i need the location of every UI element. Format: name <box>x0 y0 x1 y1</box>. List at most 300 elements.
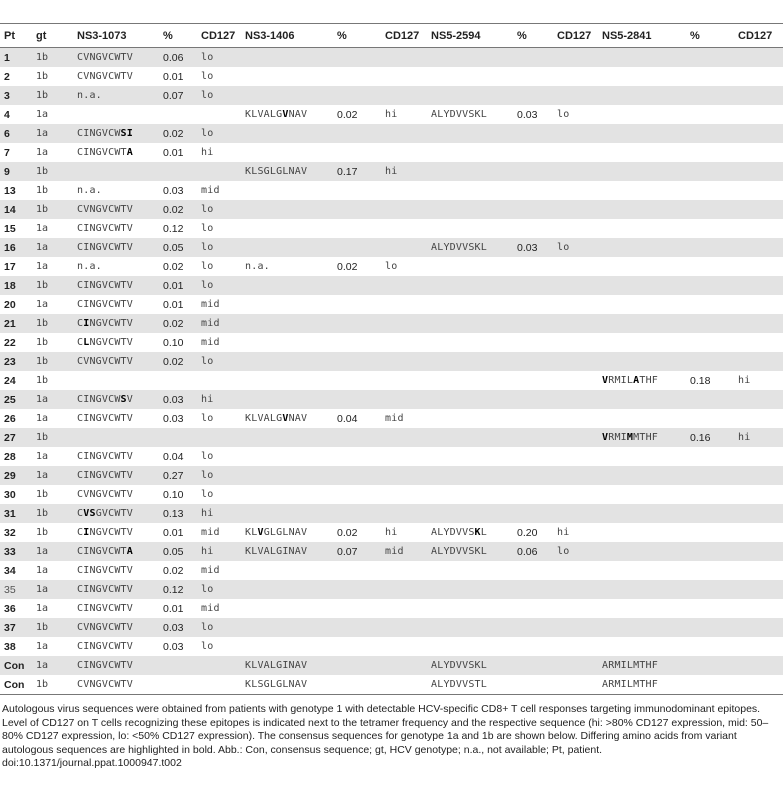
ns3-1073-cd127-cell: lo <box>197 409 241 428</box>
ns3-1073-seq-cell: CINGVCWTA <box>73 542 159 561</box>
ns5-2594-percent-cell <box>513 200 553 219</box>
table-row <box>0 67 783 86</box>
ns5-2594-seq-cell <box>427 618 513 637</box>
ns5-2841-seq-cell <box>598 86 686 105</box>
ns5-2841-percent-cell <box>686 333 734 352</box>
ns5-2841-cd127-cell <box>734 523 783 542</box>
ns3-1073-percent-cell <box>159 656 197 675</box>
ns5-2841-seq-cell <box>598 352 686 371</box>
ns3-1406-cd127-cell <box>381 219 427 238</box>
col-header-gt: gt <box>32 24 73 48</box>
ns3-1406-cd127-cell <box>381 485 427 504</box>
ns5-2841-cd127-cell <box>734 390 783 409</box>
ns3-1073-cd127-cell: mid <box>197 181 241 200</box>
ns5-2841-seq-cell <box>598 580 686 599</box>
ns3-1073-percent-cell: 0.03 <box>159 390 197 409</box>
ns3-1073-seq-cell: CVNGVCWTV <box>73 48 159 68</box>
ns3-1073-percent-cell: 0.03 <box>159 637 197 656</box>
ns5-2594-percent-cell <box>513 409 553 428</box>
ns3-1406-seq-cell <box>241 466 333 485</box>
ns5-2841-cd127-cell <box>734 276 783 295</box>
col-header-ns5-2594: NS5-2594 <box>427 24 513 48</box>
ns3-1406-percent-cell <box>333 219 381 238</box>
ns3-1073-cd127-cell: lo <box>197 276 241 295</box>
ns5-2841-percent-cell <box>686 599 734 618</box>
ns5-2594-seq-cell <box>427 333 513 352</box>
ns3-1073-cd127-cell: mid <box>197 333 241 352</box>
table-row <box>0 219 783 238</box>
pt-cell: 1 <box>0 48 32 68</box>
ns3-1406-seq-cell <box>241 86 333 105</box>
ns3-1406-cd127-cell <box>381 428 427 447</box>
table-row <box>0 409 783 428</box>
ns5-2841-seq-cell <box>598 257 686 276</box>
pt-cell: 22 <box>0 333 32 352</box>
ns3-1073-cd127-cell: mid <box>197 523 241 542</box>
ns5-2594-seq-cell <box>427 371 513 390</box>
ns5-2594-seq-cell: ALYDVVSKL <box>427 238 513 257</box>
ns3-1406-seq-cell <box>241 428 333 447</box>
ns5-2841-cd127-cell <box>734 504 783 523</box>
ns5-2841-percent-cell <box>686 409 734 428</box>
ns3-1406-seq-cell <box>241 276 333 295</box>
ns5-2594-cd127-cell: lo <box>553 542 598 561</box>
ns3-1406-cd127-cell <box>381 238 427 257</box>
table-row <box>0 314 783 333</box>
ns3-1406-percent-cell <box>333 200 381 219</box>
ns5-2841-percent-cell <box>686 618 734 637</box>
ns3-1073-seq-cell <box>73 105 159 124</box>
ns5-2841-percent-cell <box>686 580 734 599</box>
ns3-1073-percent-cell: 0.13 <box>159 504 197 523</box>
ns5-2594-seq-cell <box>427 181 513 200</box>
ns5-2594-cd127-cell <box>553 618 598 637</box>
ns5-2841-seq-cell <box>598 295 686 314</box>
ns5-2594-seq-cell <box>427 86 513 105</box>
ns5-2841-seq-cell <box>598 618 686 637</box>
ns5-2841-percent-cell <box>686 86 734 105</box>
pt-cell: 36 <box>0 599 32 618</box>
ns3-1406-percent-cell: 0.04 <box>333 409 381 428</box>
pt-cell: 35 <box>0 580 32 599</box>
ns5-2841-cd127-cell <box>734 599 783 618</box>
ns3-1406-seq-cell <box>241 504 333 523</box>
pt-cell: 34 <box>0 561 32 580</box>
ns3-1073-percent-cell: 0.03 <box>159 181 197 200</box>
ns3-1406-percent-cell: 0.02 <box>333 105 381 124</box>
ns5-2594-seq-cell: ALYDVVSKL <box>427 523 513 542</box>
ns5-2841-percent-cell <box>686 390 734 409</box>
ns3-1406-seq-cell <box>241 238 333 257</box>
pt-cell: 32 <box>0 523 32 542</box>
ns3-1073-percent-cell: 0.01 <box>159 276 197 295</box>
ns5-2594-percent-cell <box>513 504 553 523</box>
ns3-1406-percent-cell <box>333 86 381 105</box>
ns3-1406-cd127-cell <box>381 333 427 352</box>
col-header-percent-3: % <box>513 24 553 48</box>
gt-cell: 1a <box>32 656 73 675</box>
ns5-2594-cd127-cell <box>553 371 598 390</box>
ns3-1073-seq-cell: n.a. <box>73 181 159 200</box>
ns5-2594-seq-cell <box>427 295 513 314</box>
ns3-1406-seq-cell: KLVALGVNAV <box>241 409 333 428</box>
col-header-ns3-1073: NS3-1073 <box>73 24 159 48</box>
table-row <box>0 124 783 143</box>
ns5-2841-cd127-cell <box>734 561 783 580</box>
ns5-2594-cd127-cell <box>553 162 598 181</box>
gt-cell: 1b <box>32 618 73 637</box>
ns5-2841-percent-cell: 0.16 <box>686 428 734 447</box>
ns5-2841-seq-cell <box>598 409 686 428</box>
ns5-2841-percent-cell <box>686 656 734 675</box>
ns3-1406-percent-cell: 0.02 <box>333 523 381 542</box>
ns5-2594-cd127-cell <box>553 637 598 656</box>
ns5-2594-cd127-cell <box>553 314 598 333</box>
ns5-2841-seq-cell <box>598 105 686 124</box>
ns3-1406-seq-cell: KLVGLGLNAV <box>241 523 333 542</box>
ns5-2594-seq-cell <box>427 447 513 466</box>
ns3-1406-cd127-cell <box>381 181 427 200</box>
ns5-2594-seq-cell <box>427 599 513 618</box>
table-row <box>0 523 783 542</box>
ns3-1073-seq-cell: CINGVCWTV <box>73 409 159 428</box>
gt-cell: 1b <box>32 276 73 295</box>
ns5-2841-percent-cell <box>686 637 734 656</box>
ns3-1406-percent-cell <box>333 67 381 86</box>
ns3-1406-seq-cell <box>241 295 333 314</box>
ns5-2841-cd127-cell <box>734 675 783 694</box>
ns5-2841-seq-cell <box>598 200 686 219</box>
table-row <box>0 675 783 694</box>
ns5-2594-cd127-cell <box>553 409 598 428</box>
ns3-1406-cd127-cell <box>381 352 427 371</box>
pt-cell: 16 <box>0 238 32 257</box>
ns3-1406-seq-cell <box>241 390 333 409</box>
ns5-2841-cd127-cell <box>734 105 783 124</box>
ns5-2841-percent-cell <box>686 447 734 466</box>
col-header-percent-4: % <box>686 24 734 48</box>
ns3-1406-seq-cell <box>241 48 333 68</box>
ns5-2841-percent-cell <box>686 238 734 257</box>
ns5-2594-percent-cell <box>513 656 553 675</box>
ns3-1073-cd127-cell: lo <box>197 200 241 219</box>
ns3-1073-cd127-cell: lo <box>197 86 241 105</box>
ns5-2594-cd127-cell <box>553 352 598 371</box>
ns3-1406-cd127-cell <box>381 86 427 105</box>
ns5-2594-percent-cell <box>513 675 553 694</box>
ns3-1073-cd127-cell <box>197 675 241 694</box>
gt-cell: 1a <box>32 219 73 238</box>
ns5-2594-percent-cell <box>513 561 553 580</box>
ns3-1406-cd127-cell <box>381 618 427 637</box>
ns3-1073-cd127-cell: lo <box>197 618 241 637</box>
ns5-2594-cd127-cell <box>553 447 598 466</box>
ns5-2841-cd127-cell <box>734 542 783 561</box>
ns3-1406-cd127-cell <box>381 466 427 485</box>
ns5-2594-percent-cell <box>513 618 553 637</box>
table-row <box>0 371 783 390</box>
ns3-1073-seq-cell: CVNGVCWTV <box>73 675 159 694</box>
gt-cell: 1b <box>32 67 73 86</box>
ns5-2594-percent-cell <box>513 371 553 390</box>
ns3-1406-percent-cell <box>333 333 381 352</box>
gt-cell: 1b <box>32 86 73 105</box>
table-row <box>0 390 783 409</box>
ns5-2841-cd127-cell <box>734 352 783 371</box>
ns3-1073-percent-cell <box>159 371 197 390</box>
ns5-2841-cd127-cell <box>734 409 783 428</box>
ns5-2594-seq-cell <box>427 637 513 656</box>
ns3-1406-percent-cell <box>333 238 381 257</box>
ns5-2594-cd127-cell <box>553 333 598 352</box>
pt-cell: 28 <box>0 447 32 466</box>
ns3-1073-cd127-cell: mid <box>197 314 241 333</box>
ns5-2594-seq-cell <box>427 219 513 238</box>
ns3-1073-seq-cell: CINGVCWTV <box>73 295 159 314</box>
ns5-2841-cd127-cell <box>734 181 783 200</box>
ns3-1073-cd127-cell: mid <box>197 599 241 618</box>
ns5-2594-percent-cell <box>513 67 553 86</box>
ns3-1406-percent-cell <box>333 314 381 333</box>
pt-cell: 4 <box>0 105 32 124</box>
gt-cell: 1b <box>32 523 73 542</box>
ns3-1073-cd127-cell <box>197 105 241 124</box>
pt-cell: 24 <box>0 371 32 390</box>
ns5-2594-seq-cell <box>427 561 513 580</box>
pt-cell: 21 <box>0 314 32 333</box>
ns5-2594-cd127-cell <box>553 675 598 694</box>
ns5-2841-cd127-cell: hi <box>734 371 783 390</box>
ns3-1073-cd127-cell <box>197 162 241 181</box>
ns3-1073-percent-cell: 0.02 <box>159 314 197 333</box>
ns3-1406-percent-cell <box>333 181 381 200</box>
ns3-1406-cd127-cell <box>381 504 427 523</box>
ns5-2841-cd127-cell <box>734 67 783 86</box>
ns5-2594-seq-cell: ALYDVVSTL <box>427 675 513 694</box>
ns3-1073-seq-cell <box>73 371 159 390</box>
ns5-2594-cd127-cell: hi <box>553 523 598 542</box>
col-header-cd127-1: CD127 <box>197 24 241 48</box>
ns3-1406-seq-cell <box>241 143 333 162</box>
table-row <box>0 466 783 485</box>
gt-cell: 1a <box>32 257 73 276</box>
ns3-1406-percent-cell <box>333 485 381 504</box>
pt-cell: 6 <box>0 124 32 143</box>
ns3-1406-seq-cell: KLVALGVNAV <box>241 105 333 124</box>
col-header-pt: Pt <box>0 24 32 48</box>
ns5-2841-cd127-cell <box>734 637 783 656</box>
ns3-1406-cd127-cell: mid <box>381 542 427 561</box>
pt-cell: Con <box>0 675 32 694</box>
gt-cell: 1a <box>32 238 73 257</box>
pt-cell: 23 <box>0 352 32 371</box>
ns3-1406-seq-cell: KLVALGINAV <box>241 656 333 675</box>
ns5-2841-percent-cell <box>686 523 734 542</box>
ns3-1406-cd127-cell: hi <box>381 162 427 181</box>
ns3-1073-percent-cell: 0.27 <box>159 466 197 485</box>
ns5-2594-cd127-cell <box>553 656 598 675</box>
ns3-1073-cd127-cell: lo <box>197 257 241 276</box>
ns5-2841-cd127-cell <box>734 48 783 68</box>
pt-cell: 30 <box>0 485 32 504</box>
ns5-2594-percent-cell <box>513 162 553 181</box>
ns5-2594-seq-cell <box>427 162 513 181</box>
ns5-2841-cd127-cell <box>734 143 783 162</box>
ns3-1073-cd127-cell: lo <box>197 124 241 143</box>
doi-link[interactable]: doi:10.1371/journal.ppat.1000947.t002 <box>2 757 182 769</box>
ns5-2841-seq-cell: ARMILMTHF <box>598 656 686 675</box>
ns5-2594-seq-cell <box>427 409 513 428</box>
pt-cell: 15 <box>0 219 32 238</box>
ns3-1406-seq-cell: n.a. <box>241 257 333 276</box>
ns5-2841-percent-cell <box>686 504 734 523</box>
table-row <box>0 352 783 371</box>
ns3-1073-percent-cell: 0.01 <box>159 523 197 542</box>
table-row <box>0 238 783 257</box>
ns3-1406-cd127-cell <box>381 656 427 675</box>
ns3-1073-seq-cell: CINGVCWTV <box>73 561 159 580</box>
ns5-2841-cd127-cell <box>734 238 783 257</box>
ns5-2594-cd127-cell <box>553 466 598 485</box>
table-row <box>0 542 783 561</box>
ns3-1073-seq-cell: CINGVCWTV <box>73 637 159 656</box>
ns5-2841-cd127-cell <box>734 580 783 599</box>
ns3-1073-seq-cell: CINGVCWSI <box>73 124 159 143</box>
ns5-2841-seq-cell: VRMIMMTHF <box>598 428 686 447</box>
ns3-1073-seq-cell: CVNGVCWTV <box>73 352 159 371</box>
pt-cell: 37 <box>0 618 32 637</box>
ns5-2594-cd127-cell <box>553 504 598 523</box>
ns5-2841-seq-cell <box>598 390 686 409</box>
ns3-1406-cd127-cell <box>381 314 427 333</box>
ns3-1406-seq-cell <box>241 637 333 656</box>
ns3-1073-seq-cell: CINGVCWTV <box>73 580 159 599</box>
ns3-1073-seq-cell: n.a. <box>73 257 159 276</box>
ns3-1073-cd127-cell <box>197 656 241 675</box>
ns5-2594-percent-cell <box>513 599 553 618</box>
ns3-1406-cd127-cell: lo <box>381 257 427 276</box>
ns3-1406-percent-cell <box>333 276 381 295</box>
ns3-1406-cd127-cell <box>381 447 427 466</box>
ns3-1073-cd127-cell: mid <box>197 561 241 580</box>
ns3-1073-seq-cell: CVNGVCWTV <box>73 67 159 86</box>
ns3-1406-percent-cell <box>333 637 381 656</box>
col-header-cd127-2: CD127 <box>381 24 427 48</box>
ns3-1406-percent-cell <box>333 618 381 637</box>
ns3-1406-percent-cell: 0.07 <box>333 542 381 561</box>
ns5-2841-seq-cell <box>598 523 686 542</box>
ns3-1406-percent-cell <box>333 561 381 580</box>
ns3-1073-percent-cell: 0.02 <box>159 257 197 276</box>
col-header-ns3-1406: NS3-1406 <box>241 24 333 48</box>
ns3-1406-percent-cell <box>333 580 381 599</box>
ns5-2841-seq-cell <box>598 181 686 200</box>
pt-cell: 38 <box>0 637 32 656</box>
ns3-1073-cd127-cell <box>197 428 241 447</box>
ns5-2594-percent-cell <box>513 637 553 656</box>
ns3-1073-percent-cell: 0.06 <box>159 48 197 68</box>
ns3-1073-percent-cell <box>159 675 197 694</box>
ns3-1073-seq-cell: CVSGVCWTV <box>73 504 159 523</box>
ns3-1406-cd127-cell <box>381 200 427 219</box>
pt-cell: 14 <box>0 200 32 219</box>
ns3-1073-seq-cell: CINGVCWSV <box>73 390 159 409</box>
ns3-1406-cd127-cell: mid <box>381 409 427 428</box>
ns3-1406-seq-cell <box>241 181 333 200</box>
ns5-2594-percent-cell <box>513 352 553 371</box>
ns3-1406-seq-cell <box>241 314 333 333</box>
ns3-1406-cd127-cell <box>381 637 427 656</box>
table-row <box>0 485 783 504</box>
table-row <box>0 276 783 295</box>
ns5-2841-cd127-cell <box>734 333 783 352</box>
ns3-1406-seq-cell: KLSGLGLNAV <box>241 675 333 694</box>
ns3-1073-percent-cell: 0.02 <box>159 561 197 580</box>
ns5-2594-percent-cell <box>513 181 553 200</box>
ns5-2841-percent-cell <box>686 181 734 200</box>
pt-cell: 33 <box>0 542 32 561</box>
ns5-2594-percent-cell <box>513 219 553 238</box>
pt-cell: 13 <box>0 181 32 200</box>
table-body <box>0 48 783 695</box>
table-row <box>0 200 783 219</box>
ns3-1073-percent-cell: 0.02 <box>159 200 197 219</box>
ns5-2841-seq-cell <box>598 238 686 257</box>
ns5-2594-seq-cell <box>427 352 513 371</box>
ns5-2594-seq-cell <box>427 390 513 409</box>
gt-cell: 1a <box>32 466 73 485</box>
ns3-1073-percent-cell: 0.12 <box>159 219 197 238</box>
gt-cell: 1a <box>32 447 73 466</box>
ns5-2841-cd127-cell <box>734 656 783 675</box>
ns5-2841-cd127-cell <box>734 314 783 333</box>
table-top-rule <box>0 0 783 24</box>
ns5-2594-seq-cell <box>427 124 513 143</box>
gt-cell: 1a <box>32 580 73 599</box>
ns3-1406-percent-cell <box>333 599 381 618</box>
ns3-1073-cd127-cell: lo <box>197 219 241 238</box>
gt-cell: 1b <box>32 162 73 181</box>
gt-cell: 1b <box>32 181 73 200</box>
ns5-2594-cd127-cell <box>553 599 598 618</box>
gt-cell: 1b <box>32 200 73 219</box>
ns3-1406-percent-cell <box>333 143 381 162</box>
ns5-2594-cd127-cell <box>553 257 598 276</box>
gt-cell: 1b <box>32 485 73 504</box>
ns5-2594-seq-cell <box>427 314 513 333</box>
gt-cell: 1b <box>32 352 73 371</box>
ns5-2594-seq-cell <box>427 257 513 276</box>
ns3-1073-percent-cell: 0.07 <box>159 86 197 105</box>
ns5-2841-percent-cell <box>686 314 734 333</box>
table-row <box>0 181 783 200</box>
ns5-2841-seq-cell <box>598 276 686 295</box>
ns3-1073-percent-cell: 0.12 <box>159 580 197 599</box>
table-row <box>0 637 783 656</box>
ns5-2841-percent-cell <box>686 67 734 86</box>
ns3-1406-cd127-cell <box>381 561 427 580</box>
ns3-1406-cd127-cell <box>381 276 427 295</box>
ns3-1406-percent-cell <box>333 124 381 143</box>
gt-cell: 1b <box>32 48 73 68</box>
ns5-2594-cd127-cell <box>553 561 598 580</box>
ns5-2594-cd127-cell <box>553 485 598 504</box>
ns3-1406-seq-cell <box>241 371 333 390</box>
ns3-1406-seq-cell <box>241 352 333 371</box>
ns5-2594-cd127-cell <box>553 48 598 68</box>
ns5-2594-percent-cell <box>513 428 553 447</box>
ns3-1073-seq-cell: CVNGVCWTV <box>73 618 159 637</box>
